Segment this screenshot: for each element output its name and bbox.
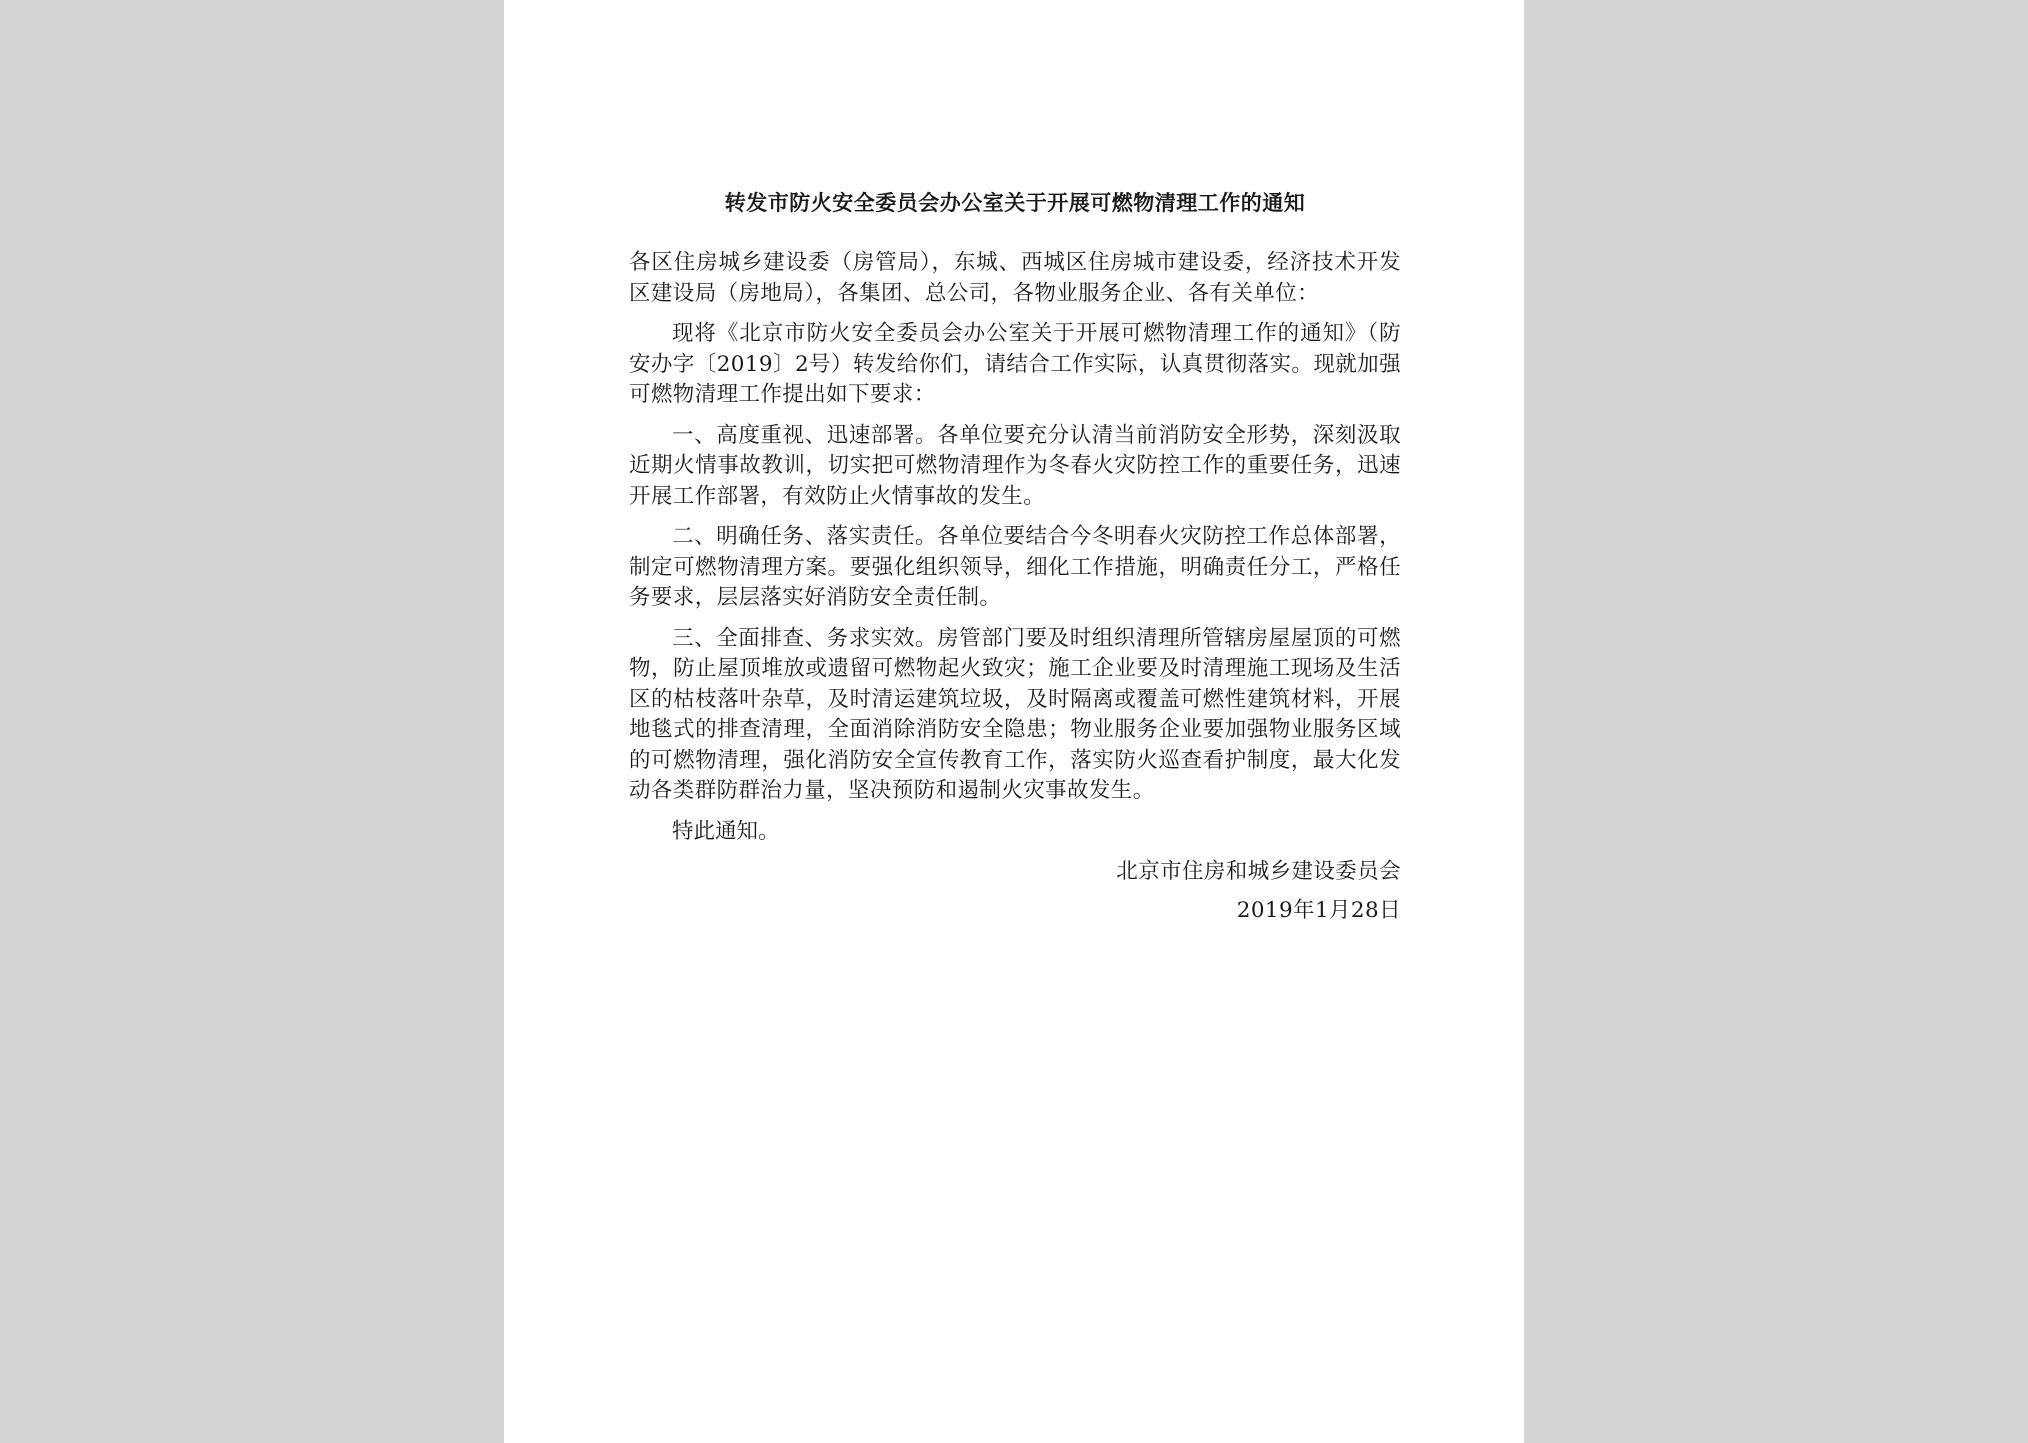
body-paragraph-intro: 现将《北京市防火安全委员会办公室关于开展可燃物清理工作的通知》（防安办字〔2019〕2号）转发给你们，请结合工作实际，认真贯彻落实。现就加强可燃物清理工作提出如下要求： [629, 321, 1401, 407]
signature-organization: 北京市住房和城乡建设委员会 [1116, 859, 1401, 884]
body-paragraph-2: 二、明确任务、落实责任。各单位要结合今冬明春火灾防控工作总体部署，制定可燃物清理方案。要强化组织领导，细化工作措施，明确责任分工，严格任务要求，层层落实好消防安全责任制。 [629, 524, 1401, 610]
document-title: 转发市防火安全委员会办公室关于开展可燃物清理工作的通知 [724, 190, 1306, 215]
body-paragraph-1: 一、高度重视、迅速部署。各单位要充分认清当前消防安全形势，深刻汲取近期火情事故教训，切实把可燃物清理作为冬春火灾防控工作的重要任务，迅速开展工作部署，有效防止火情事故的发生。 [629, 422, 1401, 509]
signature-date: 2019年1月28日 [1236, 897, 1401, 923]
addressee: 各区住房城乡建设委（房管局），东城、西城区住房城市建设委，经济技术开发区建设局（房地局），各集团、总公司，各物业服务企业、各有关单位： [629, 250, 1401, 306]
body-paragraph-3: 三、全面排查、务求实效。房管部门要及时组织清理所管辖房屋屋顶的可燃物，防止屋顶堆放或遗留可燃物起火致灾；施工企业要及时清理施工现场及生活区的枯枝落叶杂草，及时清运建筑垃圾，及时隔离或覆盖可燃性建筑材料，开展地毯式的排查清理，全面消除消防安全隐患；物业服务企业要加强物业服务区域的可燃物清理，强化消防安全宣传教育工作，落实防火巡查看护制度，最大化发动各类群防群治力量，坚决预防和遏制火灾事故发生。 [629, 625, 1401, 803]
closing-line: 特此通知。 [672, 818, 780, 844]
document-page [504, 0, 1524, 1443]
